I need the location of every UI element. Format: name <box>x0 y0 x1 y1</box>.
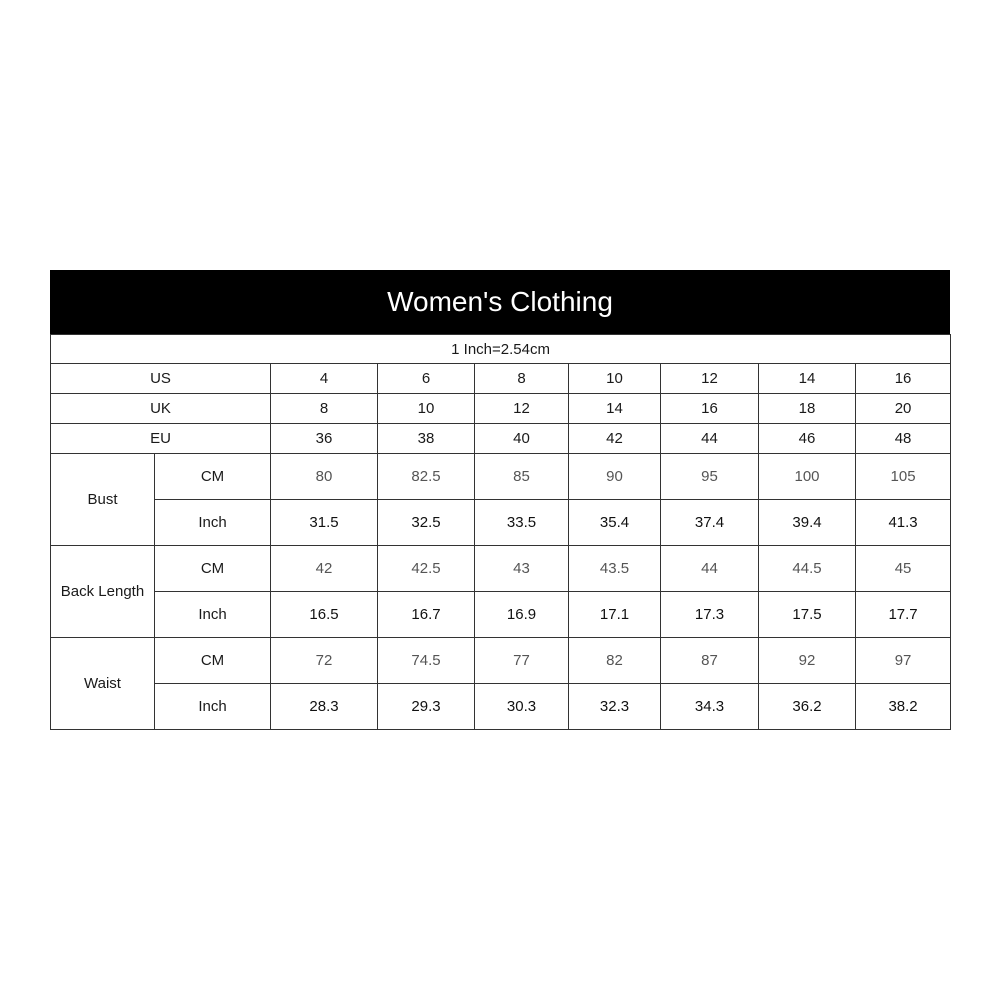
measurement-value-cell: 16.5 <box>271 592 378 638</box>
size-row-uk <box>51 394 951 424</box>
measurement-value-cell: 29.3 <box>378 684 475 730</box>
measurement-row <box>51 500 951 546</box>
measurement-value-cell: 82.5 <box>378 454 475 500</box>
size-value-cell: 42 <box>569 424 661 454</box>
measurement-value-cell: 90 <box>569 454 661 500</box>
size-value-cell: 4 <box>271 364 378 394</box>
size-value-cell: 38 <box>378 424 475 454</box>
size-row-eu <box>51 424 951 454</box>
chart-title: Women's Clothing <box>50 270 950 334</box>
measurement-value-cell: 41.3 <box>856 500 951 546</box>
measurement-value-cell: 74.5 <box>378 638 475 684</box>
size-value-cell: 14 <box>569 394 661 424</box>
unit-label: Inch <box>155 500 271 546</box>
size-value-cell: 8 <box>475 364 569 394</box>
measurement-row <box>51 454 951 500</box>
measurement-value-cell: 34.3 <box>661 684 759 730</box>
size-value-cell: 18 <box>759 394 856 424</box>
measurement-value-cell: 16.9 <box>475 592 569 638</box>
measurement-value-cell: 42 <box>271 546 378 592</box>
measurement-row <box>51 638 951 684</box>
size-value-cell: 44 <box>661 424 759 454</box>
measurement-value-cell: 85 <box>475 454 569 500</box>
measurement-value-cell: 17.5 <box>759 592 856 638</box>
unit-label: Inch <box>155 592 271 638</box>
measurement-value-cell: 35.4 <box>569 500 661 546</box>
measurement-value-cell: 28.3 <box>271 684 378 730</box>
measurement-value-cell: 16.7 <box>378 592 475 638</box>
size-value-cell: 8 <box>271 394 378 424</box>
size-value-cell: 16 <box>661 394 759 424</box>
measurement-value-cell: 37.4 <box>661 500 759 546</box>
measurement-value-cell: 42.5 <box>378 546 475 592</box>
measurement-value-cell: 77 <box>475 638 569 684</box>
measurement-value-cell: 82 <box>569 638 661 684</box>
measurement-value-cell: 38.2 <box>856 684 951 730</box>
conversion-note-row <box>51 335 951 364</box>
size-value-cell: 12 <box>475 394 569 424</box>
size-table <box>50 334 951 730</box>
size-value-cell: 10 <box>569 364 661 394</box>
size-system-label: US <box>51 364 271 394</box>
measurement-row <box>51 592 951 638</box>
measurement-value-cell: 72 <box>271 638 378 684</box>
size-value-cell: 10 <box>378 394 475 424</box>
measurement-value-cell: 39.4 <box>759 500 856 546</box>
measurement-value-cell: 17.1 <box>569 592 661 638</box>
measurement-value-cell: 45 <box>856 546 951 592</box>
size-system-label: EU <box>51 424 271 454</box>
measurement-name: Back Length <box>51 546 155 638</box>
measurement-value-cell: 92 <box>759 638 856 684</box>
measurement-name: Bust <box>51 454 155 546</box>
measurement-name: Waist <box>51 638 155 730</box>
measurement-value-cell: 80 <box>271 454 378 500</box>
measurement-value-cell: 33.5 <box>475 500 569 546</box>
unit-label: CM <box>155 454 271 500</box>
measurement-value-cell: 32.3 <box>569 684 661 730</box>
measurement-value-cell: 44 <box>661 546 759 592</box>
measurement-row <box>51 546 951 592</box>
size-system-label: UK <box>51 394 271 424</box>
unit-label: CM <box>155 638 271 684</box>
size-value-cell: 16 <box>856 364 951 394</box>
size-value-cell: 14 <box>759 364 856 394</box>
measurement-value-cell: 17.7 <box>856 592 951 638</box>
measurement-value-cell: 43.5 <box>569 546 661 592</box>
measurement-value-cell: 43 <box>475 546 569 592</box>
measurement-row <box>51 684 951 730</box>
measurement-value-cell: 105 <box>856 454 951 500</box>
size-value-cell: 12 <box>661 364 759 394</box>
measurement-value-cell: 44.5 <box>759 546 856 592</box>
measurement-value-cell: 17.3 <box>661 592 759 638</box>
measurement-value-cell: 95 <box>661 454 759 500</box>
unit-label: CM <box>155 546 271 592</box>
measurement-value-cell: 30.3 <box>475 684 569 730</box>
size-value-cell: 6 <box>378 364 475 394</box>
measurement-value-cell: 100 <box>759 454 856 500</box>
size-value-cell: 36 <box>271 424 378 454</box>
measurement-value-cell: 36.2 <box>759 684 856 730</box>
size-value-cell: 46 <box>759 424 856 454</box>
unit-label: Inch <box>155 684 271 730</box>
measurement-value-cell: 31.5 <box>271 500 378 546</box>
size-chart <box>50 270 950 730</box>
measurement-value-cell: 32.5 <box>378 500 475 546</box>
size-value-cell: 20 <box>856 394 951 424</box>
measurement-value-cell: 87 <box>661 638 759 684</box>
size-row-us <box>51 364 951 394</box>
size-value-cell: 40 <box>475 424 569 454</box>
measurement-value-cell: 97 <box>856 638 951 684</box>
size-value-cell: 48 <box>856 424 951 454</box>
conversion-note: 1 Inch=2.54cm <box>51 335 951 364</box>
